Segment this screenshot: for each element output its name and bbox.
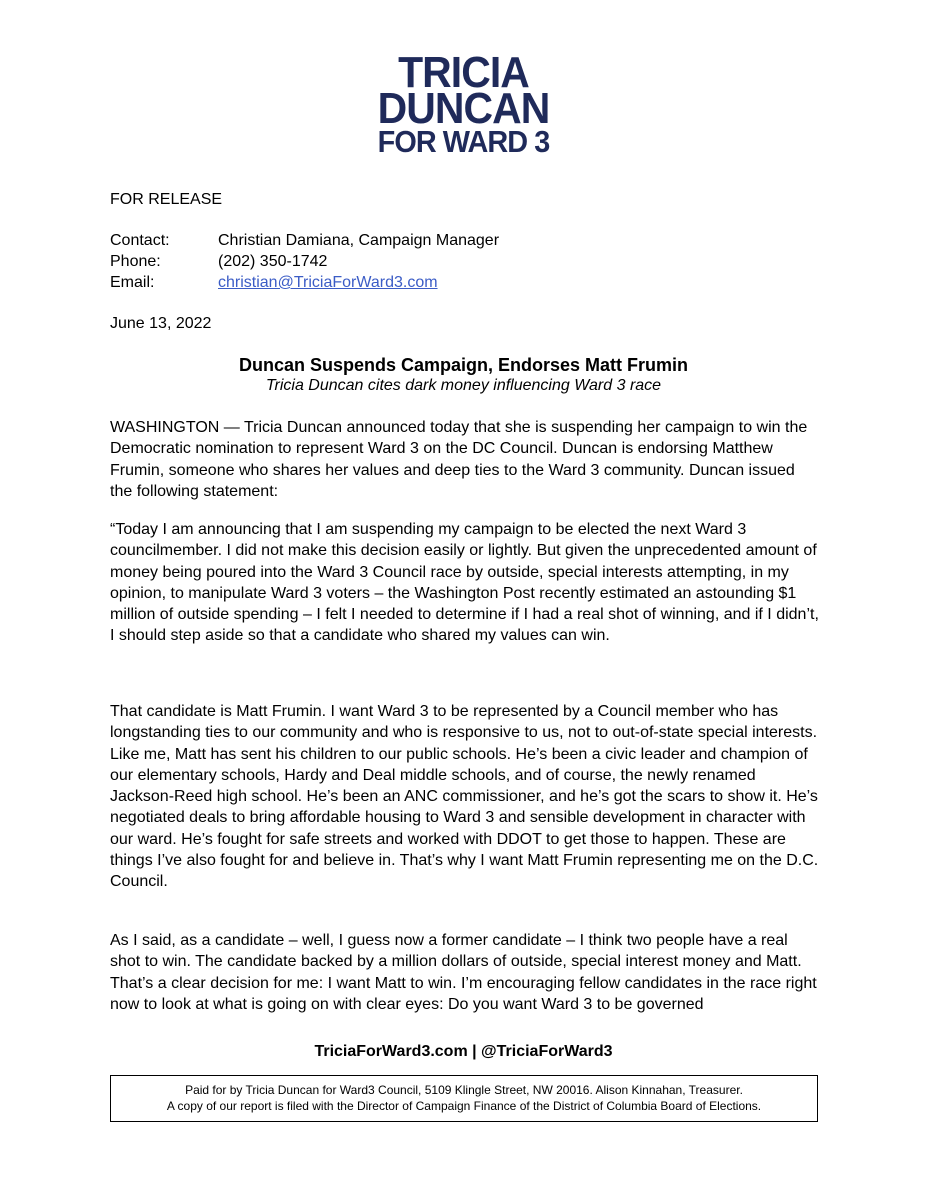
phone-label: Phone: (110, 253, 161, 270)
campaign-logo (0, 48, 927, 159)
contact-block (110, 230, 499, 293)
logo-line-tricia: TRICIA (398, 48, 529, 97)
paid-for-disclaimer (110, 1075, 818, 1122)
release-label: FOR RELEASE (110, 191, 223, 208)
contact-value: Christian Damiana, Campaign Manager (218, 232, 500, 249)
email-link[interactable]: christian@TriciaForWard3.com (218, 274, 438, 291)
logo-line-for-ward-3: FOR WARD 3 (377, 124, 550, 159)
paragraph-statement-1: “Today I am announcing that I am suspending my campaign to be elected the next Ward 3 councilmember. I did not make this decision easily or lightly. But given the unprecedented amount of money being poured into the Ward 3 Council race by outside, special interests attempting, in my opinion, to manipulate Ward 3 voters – the Washington Post recently estimated an astounding $1 million of outside spending – I felt I needed to determine if I had a real shot of winning, and if I didn’t, I should step aside so that a candidate who shared my values can win. (110, 521, 819, 645)
contact-label: Contact: (110, 232, 170, 249)
release-date: June 13, 2022 (110, 315, 212, 332)
headline: Duncan Suspends Campaign, Endorses Matt Frumin (238, 355, 689, 375)
paragraph-statement-3: As I said, as a candidate – well, I guess now a former candidate – I think two people have a real shot to win. The candidate backed by a million dollars of outside, special interest money and Matt. That’s a clear decision for me: I want Matt to win. I’m encouraging fellow candidates in the race right now to look at what is going on with clear eyes: Do you want Ward 3 to be governed (110, 932, 817, 1013)
email-row (110, 272, 499, 293)
paragraph-intro: WASHINGTON — Tricia Duncan announced today that she is suspending her campaign to win the Democratic nomination to represent Ward 3 on the DC Council. Duncan is endorsing Matthew Frumin, someone who shares her values and deep ties to the Ward 3 community. Duncan issued the following statement: (110, 419, 808, 500)
email-label: Email: (110, 274, 155, 291)
subheadline: Tricia Duncan cites dark money influencing Ward 3 race (265, 377, 662, 394)
phone-row (110, 251, 499, 272)
disclaimer-line-1: Paid for by Tricia Duncan for Ward3 Council, 5109 Klingle Street, NW 20016. Alison Kinnahan, Treasurer. (185, 1083, 743, 1097)
contact-row (110, 230, 499, 251)
paragraph-statement-2: That candidate is Matt Frumin. I want Ward 3 to be represented by a Council member who has longstanding ties to our community and who is responsive to us, not to out-of-state special interests. Like me, Matt has sent his children to our public schools. He’s been a civic leader and champion of our elementary schools, Hardy and Deal middle schools, and of course, the newly renamed Jackson-Reed high school. He’s been an ANC commissioner, and he’s got the scars to show it. He’s negotiated deals to bring affordable housing to Ward 3 and sensible development in character with our ward. He’s fought for safe streets and worked with DDOT to get those to happen. These are things I’ve also fought for and believe in. That’s why I want Matt Frumin representing me on the D.C. Council. (110, 703, 819, 891)
footer-links: TriciaForWard3.com | @TriciaForWard3 (314, 1043, 613, 1060)
phone-value: (202) 350-1742 (218, 253, 328, 270)
disclaimer-line-2: A copy of our report is filed with the Director of Campaign Finance of the District of Columbia Board of Elections. (166, 1099, 762, 1113)
logo-line-duncan: DUNCAN (377, 84, 550, 133)
